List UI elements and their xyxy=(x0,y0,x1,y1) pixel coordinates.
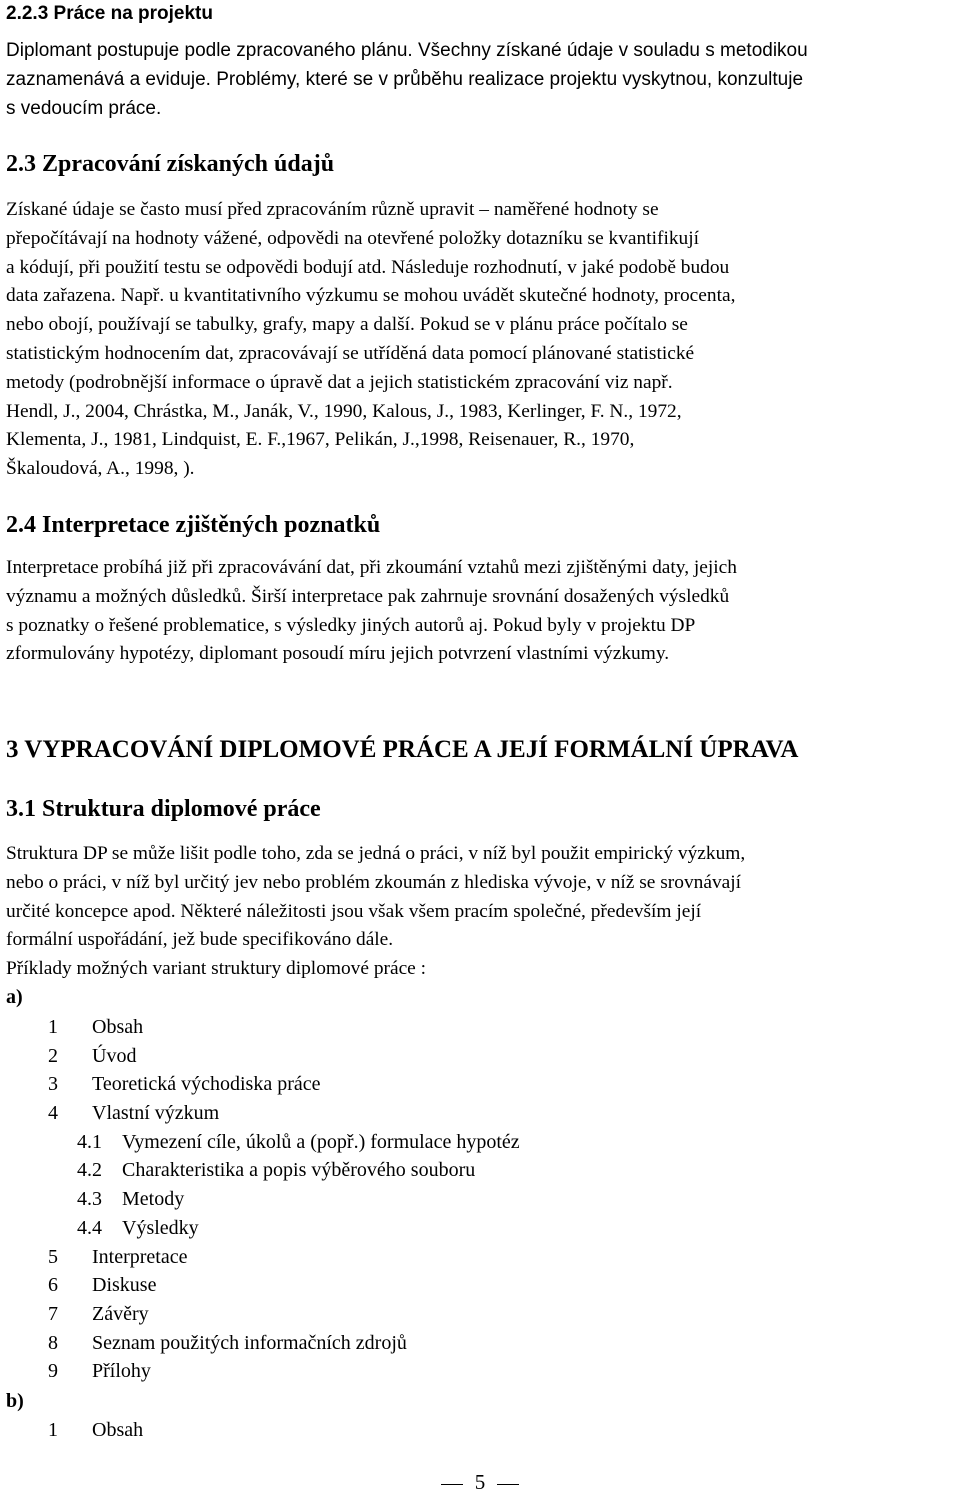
item-number: 4.3 xyxy=(77,1188,102,1211)
item-number: 4.2 xyxy=(77,1159,102,1182)
paragraph-2-4 xyxy=(6,554,958,669)
list-subitem xyxy=(0,1185,960,1214)
footer-dash-right xyxy=(497,1484,519,1485)
list-item xyxy=(0,1300,960,1329)
section-heading-2-3: 2.3 Zpracování získaných údajů xyxy=(6,151,335,177)
item-number: 5 xyxy=(48,1245,58,1268)
list-item xyxy=(0,1271,960,1300)
text-line: zaznamenává a eviduje. Problémy, které se v průběhu realizace projektu vyskytnou, konzultuje xyxy=(6,69,804,90)
list-item xyxy=(0,1070,960,1099)
paragraph-3-1 xyxy=(6,840,958,984)
text-line: přepočítávají na hodnoty vážené, odpovědi na otevřené položky dotazníku se kvantifikují xyxy=(6,227,699,249)
text-line: Klementa, J., 1981, Lindquist, E. F.,1967, Pelikán, J.,1998, Reisenauer, R., 1970, xyxy=(6,429,635,451)
item-number: 2 xyxy=(48,1044,58,1067)
item-number: 4.1 xyxy=(77,1130,102,1153)
list-item xyxy=(0,1099,960,1128)
item-number: 3 xyxy=(48,1073,58,1096)
chapter-heading-3: 3 VYPRACOVÁNÍ DIPLOMOVÉ PRÁCE A JEJÍ FORMÁLNÍ ÚPRAVA xyxy=(6,736,799,763)
text-line: určité koncepce apod. Některé náležitosti jsou však všem pracím společné, především její xyxy=(6,900,702,922)
text-line: s vedoucím práce. xyxy=(6,98,162,119)
text-line: a kódují, při použití testu se odpovědi bodují atd. Následuje rozhodnutí, v jaké podobě budou xyxy=(6,256,730,278)
text-line: významu a možných důsledků. Širší interpretace pak zahrnuje srovnání dosažených výsledků xyxy=(6,585,730,607)
text-line: s poznatky o řešené problematice, s výsledky jiných autorů aj. Pokud byly v projektu DP xyxy=(6,614,696,636)
variant-a-label: a) xyxy=(6,986,23,1008)
text-line: formální uspořádání, jež bude specifikováno dále. xyxy=(6,929,394,951)
text-line: zformulovány hypotézy, diplomant posoudí míru jejich potvrzení vlastními výzkumy. xyxy=(6,643,670,665)
list-item xyxy=(0,1357,960,1386)
paragraph-2-3 xyxy=(6,196,958,484)
item-number: 1 xyxy=(48,1016,58,1038)
text-line: statistickým hodnocením dat, zpracovávají se utříděná data pomocí plánované statistické xyxy=(6,342,695,364)
list-subitem xyxy=(0,1128,960,1157)
item-number: 4.4 xyxy=(77,1216,102,1239)
text-line: Diplomant postupuje podle zpracovaného plánu. Všechny získané údaje v souladu s metodikou xyxy=(6,40,808,61)
variant-b-list xyxy=(0,1416,960,1445)
text-line: data zařazena. Např. u kvantitativního výzkumu se mohou uvádět skutečné hodnoty, procenta, xyxy=(6,285,736,307)
section-heading-2-2-3: 2.2.3 Práce na projektu xyxy=(6,3,213,24)
item-number: 4 xyxy=(48,1102,58,1125)
list-item xyxy=(0,1329,960,1358)
text-line: Škaloudová, A., 1998, ). xyxy=(6,458,195,480)
text-line: Interpretace probíhá již při zpracovávání dat, při zkoumání vztahů mezi zjištěnými daty, jejich xyxy=(6,557,737,578)
item-number: 9 xyxy=(48,1360,58,1383)
item-text: Teoretická východiska práce xyxy=(92,1073,321,1096)
item-text: Obsah xyxy=(92,1419,144,1441)
item-text: Přílohy xyxy=(92,1360,151,1383)
text-line: metody (podrobnější informace o úpravě dat a jejich statistickém zpracování viz např. xyxy=(6,371,673,393)
item-text: Vymezení cíle, úkolů a (popř.) formulace hypotéz xyxy=(122,1130,520,1153)
item-text: Úvod xyxy=(92,1044,137,1067)
section-heading-3-1: 3.1 Struktura diplomové práce xyxy=(6,796,321,822)
list-item xyxy=(0,1416,960,1445)
list-subitem xyxy=(0,1214,960,1243)
item-text: Seznam použitých informačních zdrojů xyxy=(92,1331,407,1354)
text-line: nebo o práci, v níž byl určitý jev nebo problém zkoumán z hlediska vývoje, v níž se srovnávají xyxy=(6,871,742,893)
paragraph-2-2-3 xyxy=(6,36,808,123)
list-item xyxy=(0,1013,960,1042)
footer-dash-left xyxy=(441,1484,463,1485)
variant-b-label: b) xyxy=(6,1390,24,1412)
text-line: Hendl, J., 2004, Chrástka, M., Janák, V., 1990, Kalous, J., 1983, Kerlinger, F. N., 1972, xyxy=(6,400,682,422)
text-line: nebo obojí, používají se tabulky, grafy, mapy a další. Pokud se v plánu práce počítalo se xyxy=(6,314,688,336)
item-text: Obsah xyxy=(92,1016,144,1038)
item-text: Výsledky xyxy=(122,1216,199,1239)
item-number: 6 xyxy=(48,1274,58,1297)
item-text: Interpretace xyxy=(92,1245,188,1268)
variant-a-list xyxy=(0,1013,960,1386)
list-item xyxy=(0,1243,960,1272)
item-text: Metody xyxy=(122,1188,185,1211)
item-number: 7 xyxy=(48,1302,58,1325)
page-footer xyxy=(0,1470,960,1495)
page-number: 5 xyxy=(474,1470,486,1494)
item-text: Vlastní výzkum xyxy=(92,1102,220,1125)
item-text: Diskuse xyxy=(92,1274,157,1297)
list-subitem xyxy=(0,1156,960,1185)
text-line: Struktura DP se může lišit podle toho, zda se jedná o práci, v níž byl použit empirický výzkum, xyxy=(6,843,746,864)
list-item xyxy=(0,1042,960,1071)
item-number: 8 xyxy=(48,1331,58,1354)
item-text: Závěry xyxy=(92,1302,149,1325)
text-line: Získané údaje se často musí před zpracováním různě upravit – naměřené hodnoty se xyxy=(6,199,659,220)
examples-intro: Příklady možných variant struktury diplomové práce : xyxy=(6,958,427,980)
item-number: 1 xyxy=(48,1419,58,1441)
item-text: Charakteristika a popis výběrového souboru xyxy=(122,1159,476,1182)
section-heading-2-4: 2.4 Interpretace zjištěných poznatků xyxy=(6,512,381,538)
